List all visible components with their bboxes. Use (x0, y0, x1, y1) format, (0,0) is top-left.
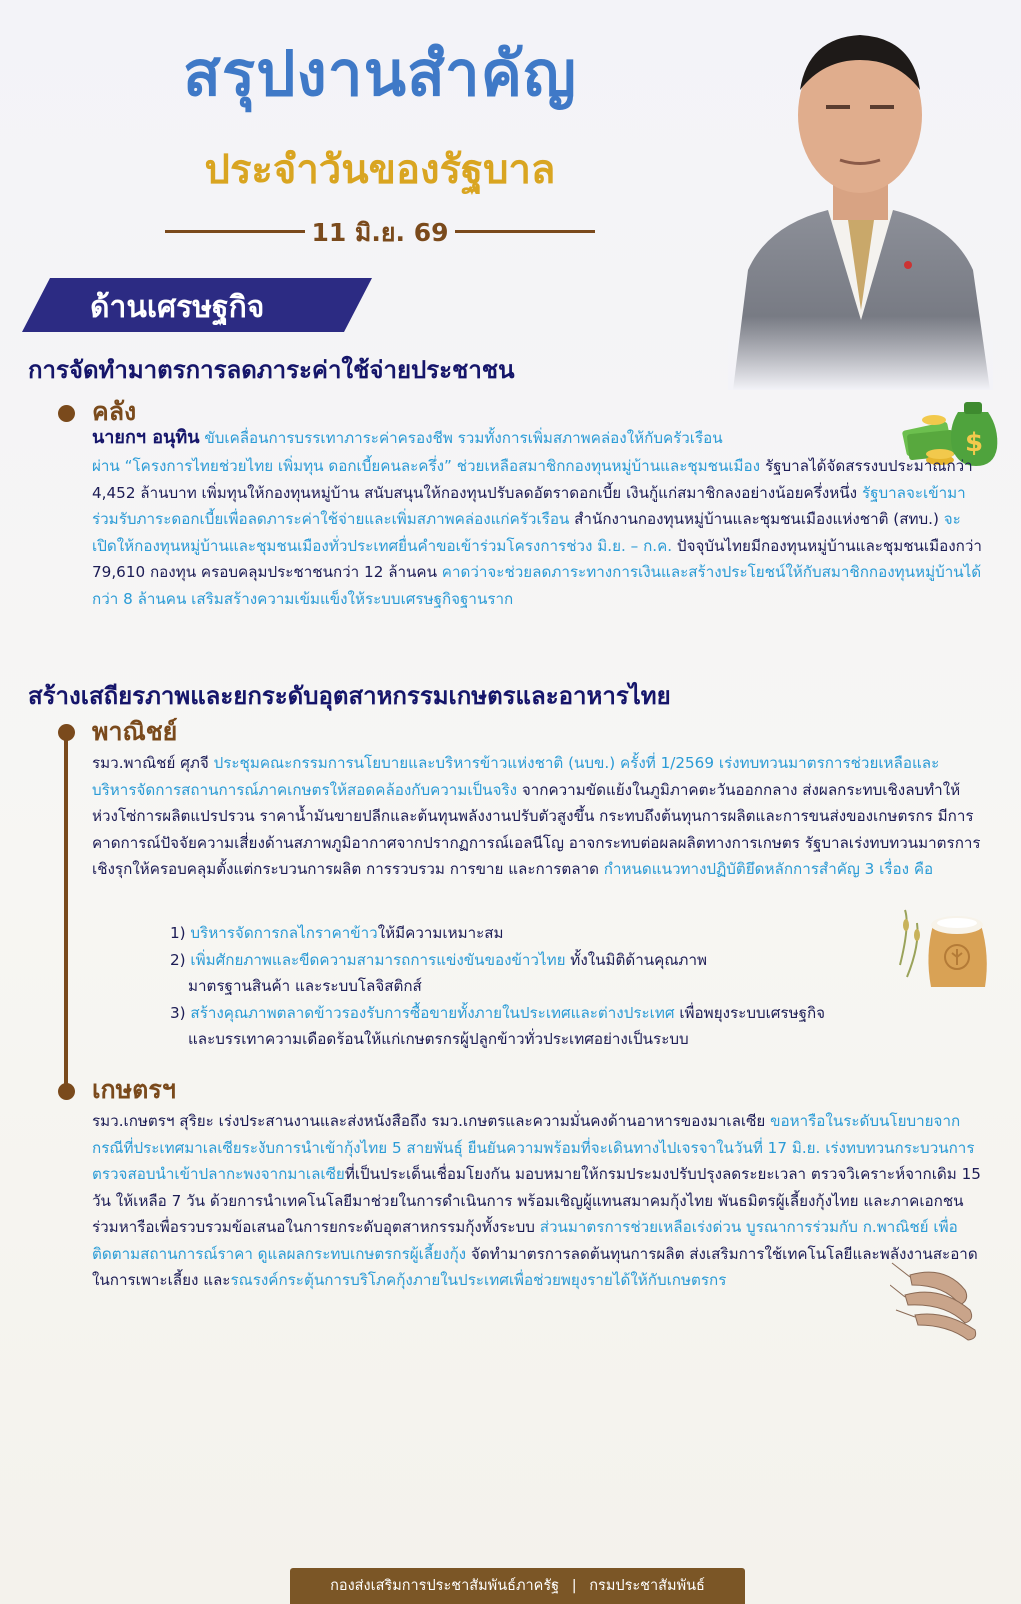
category-label-finance: คลัง (92, 397, 137, 426)
list-item: 2) เพิ่มศักยภาพและขีดความสามารถการแข่งขันของข้าวไทย ทั้งในมิติด้านคุณภาพ (170, 950, 707, 969)
commerce-text-1: รมว.พาณิชย์ ศุภจี (92, 754, 214, 772)
footer-department: กรมประชาสัมพันธ์ (589, 1578, 705, 1594)
rice-sack-icon (895, 905, 990, 990)
agriculture-text-2: ขอหารือในระดับนโยบายจากกรณีที่ประเทศมาเลเซียระงับการนำเข้ากุ้งไทย 5 สายพันธุ์ ยืนยันความพร้อมที่จะเดินทางไปเจรจาในวันที่ 17 มิ.ย. เร่งทบทวนกระบวนการตรวจสอบนำเข้าปลากะพงจากมาเลเซีย (92, 1112, 975, 1183)
page-title: สรุปงานสำคัญ (183, 37, 577, 110)
commerce-principles-list (170, 920, 870, 1053)
finance-lead: นายกฯ อนุทิน (92, 427, 200, 448)
section2-title: สร้างเสถียรภาพและยกระดับอุตสาหกรรมเกษตรและอาหารไทย (28, 682, 671, 710)
agriculture-text-4: ส่วนมาตรการช่วยเหลือเร่งด่วน บูรณาการร่วมกับ ก.พาณิชย์ เพื่อติดตามสถานการณ์ราคา ดูแลผลกระทบเกษตรกรผู้เลี้ยงกุ้ง (92, 1218, 958, 1263)
finance-text-7: ปัจจุบันไทยมีกองทุนหมู่บ้านและชุมชนเมืองกว่า 79,610 กองทุน ครอบคลุมประชาชนกว่า 12 ล้านคน (92, 536, 982, 581)
list-item-continuation: และบรรเทาความเดือดร้อนให้แก่เกษตรกรผู้ปลูกข้าวทั่วประเทศอย่างเป็นระบบ (188, 1030, 689, 1048)
shrimp-icon (890, 1255, 995, 1345)
timeline-line (64, 740, 68, 1085)
category-label-commerce: พาณิชย์ (92, 717, 178, 746)
agriculture-text-5: จัดทำมาตรการลดต้นทุนการผลิต ส่งเสริมการใช้เทคโนโลยีและพลังงานสะอาดในการเพาะเลี้ยง และ (92, 1244, 978, 1289)
finance-paragraph-body (92, 453, 982, 612)
footer-divider: | (571, 1578, 577, 1594)
category-bullet (58, 1083, 75, 1100)
svg-text:$: $ (964, 428, 984, 458)
date-row (165, 213, 595, 247)
list-item-continuation: มาตรฐานสินค้า และระบบโลจิสติกส์ (188, 977, 422, 995)
agriculture-text-6: รณรงค์กระตุ้นการบริโภคกุ้งภายในประเทศเพื่อช่วยพยุงรายได้ให้กับเกษตรกร (230, 1271, 727, 1289)
category-label-agriculture: เกษตรฯ (92, 1075, 176, 1104)
portrait-image (728, 20, 993, 390)
finance-text-8: คาดว่าจะช่วยลดภาระทางการเงินและสร้างประโยชน์ให้กับสมาชิกกองทุนหมู่บ้านได้กว่า 8 ล้านคน เสริมสร้างความเข้มแข็งให้ระบบเศรษฐกิจฐานราก (92, 563, 982, 608)
finance-text-4: รัฐบาลจะเข้ามาร่วมรับภาระดอกเบี้ยเพื่อลดภาระค่าใช้จ่ายและเพิ่มสภาพคล่องแก่ครัวเรือน (92, 483, 966, 528)
page-subtitle: ประจำวันของรัฐบาล (204, 147, 556, 193)
date-text: 11 มิ.ย. 69 (311, 218, 449, 247)
finance-text-6: จะเปิดให้กองทุนหมู่บ้านและชุมชนเมืองทั่วประเทศยื่นคำขอเข้าร่วมโครงการช่วง มิ.ย. – ก.ค. (92, 510, 961, 555)
commerce-paragraph (92, 750, 982, 883)
finance-text-3: รัฐบาลได้จัดสรรงบประมาณกว่า 4,452 ล้านบาท เพิ่มทุนให้กองทุนหมู่บ้าน สนับสนุนให้กองทุนปรับลดอัตราดอกเบี้ย เงินกู้แก่สมาชิกลงอย่างน้อยครึ่งหนึ่ง (92, 457, 973, 502)
finance-paragraph (92, 425, 912, 452)
commerce-text-2: ประชุมคณะกรรมการนโยบายและบริหารข้าวแห่งชาติ (นบข.) ครั้งที่ 1/2569 เร่งทบทวนมาตรการช่วยเหลือและบริหารจัดการสถานการณ์ภาคเกษตรให้สอดคล้องกับความเป็นจริง (92, 754, 940, 799)
date-line-right (455, 230, 595, 233)
list-item: 1) บริหารจัดการกลไกราคาข้าวให้มีความเหมาะสม (170, 924, 504, 942)
commerce-text-3: จากความขัดแย้งในภูมิภาคตะวันออกกลาง ส่งผลกระทบเชิงลบทำให้ห่วงโซ่การผลิตแปรปรวน ราคาน้ำมันขายปลีกและต้นทุนพลังงานปรับตัวสูงขึ้น กระทบถึงต้นทุนการผลิตและการขนส่งของเกษตรกร มีการคาดการณ์ปัจจัยความเสี่ยงด้านสภาพภูมิอากาศจากปรากฏการณ์เอลนีโญ อาจกระทบต่อผลผลิตทางการเกษตร รัฐบาลเร่งทบทวนมาตรการเชิงรุกให้ครอบคลุมตั้งแต่กระบวนการผลิต การรวบรวม การขาย และการตลาด (92, 780, 981, 878)
commerce-text-4: กำหนดแนวทางปฏิบัติยึดหลักการสำคัญ 3 เรื่อง คือ (603, 860, 934, 878)
finance-text-2: ผ่าน “โครงการไทยช่วยไทย เพิ่มทุน ดอกเบี้ยคนละครึ่ง” ช่วยเหลือสมาชิกกองทุนหมู่บ้านและชุมชนเมือง (92, 457, 761, 475)
agriculture-text-3: ที่เป็นประเด็นเชื่อมโยงกัน มอบหมายให้กรมประมงปรับปรุงลดระยะเวลา ตรวจวิเคราะห์จากเดิม 15 วัน ให้เหลือ 7 วัน ด้วยการนำเทคโนโลยีมาช่วยในการดำเนินการ พร้อมเชิญผู้แทนสมาคมกุ้งไทย พันธมิตรผู้เลี้ยงกุ้งไทย และภาคเอกชนร่วมหารือเพื่อรวบรวมข้อเสนอในการยกระดับอุตสาหกรรมกุ้งทั้งระบบ (92, 1165, 981, 1236)
agriculture-paragraph (92, 1108, 982, 1294)
section1-title: การจัดทำมาตรการลดภาระค่าใช้จ่ายประชาชน (28, 356, 515, 384)
category-bullet (58, 405, 75, 422)
finance-text-5: สำนักงานกองทุนหมู่บ้านและชุมชนเมืองแห่งชาติ (สทบ.) (569, 510, 944, 528)
category-bullet (58, 724, 75, 741)
finance-text-1: ขับเคลื่อนการบรรเทาภาระค่าครองชีพ รวมทั้งการเพิ่มสภาพคล่องให้กับครัวเรือน (199, 429, 723, 447)
footer-agency: กองส่งเสริมการประชาสัมพันธ์ภาครัฐ (330, 1578, 560, 1594)
agriculture-text-1: รมว.เกษตรฯ สุริยะ เร่งประสานงานและส่งหนังสือถึง รมว.เกษตรและความมั่นคงด้านอาหารของมาเลเซีย (92, 1112, 771, 1130)
banner-label: ด้านเศรษฐกิจ (90, 290, 265, 325)
list-item: 3) สร้างคุณภาพตลาดข้าวรองรับการซื้อขายทั้งภายในประเทศและต่างประเทศ เพื่อพยุงระบบเศรษฐกิจ (170, 1003, 826, 1022)
footer-bar (290, 1568, 745, 1604)
